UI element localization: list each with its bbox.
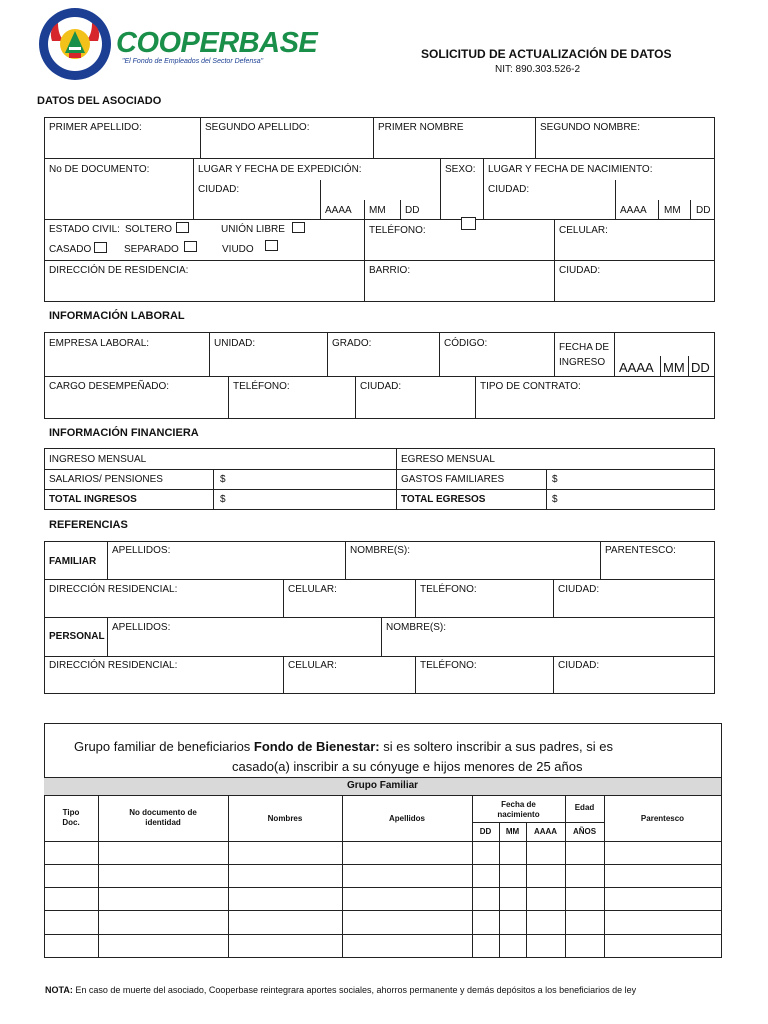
nota-text: En caso de muerte del asociado, Cooperbase reintegrara aportes sociales, ahorros permanente y demás depósitos a los beneficiarios de ley (72, 985, 637, 995)
label-egreso-mensual: EGRESO MENSUAL (401, 454, 495, 465)
label-soltero: SOLTERO (125, 224, 173, 235)
label-lugar-nacimiento: LUGAR Y FECHA DE NACIMIENTO: (488, 164, 653, 175)
logo (38, 7, 112, 81)
label-cargo: CARGO DESEMPEÑADO: (49, 381, 170, 392)
label-direccion-residencia: DIRECCIÓN DE RESIDENCIA: (49, 265, 189, 276)
checkbox-soltero[interactable] (176, 222, 189, 233)
label-telefono-familiar: TELÉFONO: (420, 584, 477, 595)
label-sexo: SEXO: (445, 164, 476, 175)
label-direccion-familiar: DIRECCIÓN RESIDENCIAL: (49, 584, 178, 595)
label-telefono: TELÉFONO: (369, 225, 426, 236)
label-telefono-laboral: TELÉFONO: (233, 381, 290, 392)
label-lugar-expedicion: LUGAR Y FECHA DE EXPEDICIÓN: (198, 164, 362, 175)
label-ciudad-expedicion: CIUDAD: (198, 184, 240, 195)
label-dd-ingreso: DD (691, 360, 710, 375)
label-primer-nombre: PRIMER NOMBRE (378, 122, 464, 133)
col-nombres: Nombres (267, 814, 303, 823)
label-viudo: VIUDO (222, 244, 254, 255)
label-celular: CELULAR: (559, 225, 608, 236)
label-total-egresos: TOTAL EGRESOS (401, 494, 486, 505)
label-ciudad-familiar: CIUDAD: (558, 584, 600, 595)
label-mm-nac: MM (664, 205, 681, 216)
label-gastos-familiares: GASTOS FAMILIARES (401, 474, 505, 485)
label-celular-personal: CELULAR: (288, 660, 337, 671)
label-ingreso-mensual: INGRESO MENSUAL (49, 454, 147, 465)
label-segundo-nombre: SEGUNDO NOMBRE: (540, 122, 641, 133)
label-apellidos-personal: APELLIDOS: (112, 622, 171, 633)
label-fecha-ingreso-2: INGRESO (559, 357, 606, 368)
checkbox-casado[interactable] (94, 242, 107, 253)
label-primer-apellido: PRIMER APELLIDO: (49, 122, 142, 133)
section-informacion-financiera: INFORMACIÓN FINANCIERA (49, 427, 199, 439)
label-direccion-personal: DIRECCIÓN RESIDENCIAL: (49, 660, 178, 671)
checkbox-union-libre[interactable] (292, 222, 305, 233)
label-parentesco-familiar: PARENTESCO: (605, 545, 676, 556)
label-total-ingresos: TOTAL INGRESOS (49, 494, 137, 505)
beneficiarios-intro-line2: casado(a) inscribir a su cónyuge e hijos menores de 25 años (232, 759, 583, 774)
label-ciudad-residencia: CIUDAD: (559, 265, 601, 276)
checkbox-viudo[interactable] (265, 240, 278, 251)
label-ciudad-nacimiento: CIUDAD: (488, 184, 530, 195)
intro-part1: Grupo familiar de beneficiarios (74, 739, 254, 754)
beneficiarios-intro-line1 (74, 739, 613, 754)
label-celular-familiar: CELULAR: (288, 584, 337, 595)
nit: NIT: 890.303.526-2 (495, 64, 581, 75)
label-barrio: BARRIO: (369, 265, 411, 276)
label-familiar: FAMILIAR (49, 556, 97, 567)
cooperbase-seal-icon (38, 7, 112, 81)
col-parentesco: Parentesco (640, 814, 685, 823)
checkbox-sexo[interactable] (461, 217, 476, 230)
currency-gastos: $ (552, 474, 558, 485)
label-empresa-laboral: EMPRESA LABORAL: (49, 338, 150, 349)
label-aaaa-nac: AAAA (620, 205, 647, 216)
col-anos: AÑOS (572, 827, 597, 836)
label-mm-exp: MM (369, 205, 386, 216)
label-aaaa-exp: AAAA (325, 205, 352, 216)
col-dd: DD (479, 827, 492, 836)
label-union-libre: UNIÓN LIBRE (221, 224, 285, 235)
grupo-familiar-title: Grupo Familiar (346, 780, 419, 791)
label-dd-exp: DD (405, 205, 420, 216)
currency-total-egresos: $ (552, 494, 558, 505)
brand-name: COOPERBASE (116, 27, 318, 59)
brand-tagline: "El Fondo de Empleados del Sector Defensa" (122, 58, 264, 65)
label-aaaa-ingreso: AAAA (619, 360, 654, 375)
intro-part3: si es soltero inscribir a sus padres, si es (379, 739, 613, 754)
section-referencias: REFERENCIAS (49, 519, 128, 531)
col-no-documento: No documento de identidad (129, 808, 197, 827)
section-datos-asociado: DATOS DEL ASOCIADO (37, 95, 162, 107)
nota-footer (45, 985, 636, 995)
label-segundo-apellido: SEGUNDO APELLIDO: (205, 122, 310, 133)
col-aaaa: AAAA (533, 827, 558, 836)
label-salarios: SALARIOS/ PENSIONES (49, 474, 163, 485)
label-tipo-contrato: TIPO DE CONTRATO: (480, 381, 581, 392)
col-edad: Edad (574, 803, 595, 812)
label-ciudad-laboral: CIUDAD: (360, 381, 402, 392)
form-title: SOLICITUD DE ACTUALIZACIÓN DE DATOS (421, 47, 672, 61)
label-personal: PERSONAL (49, 631, 105, 642)
label-fecha-ingreso-1: FECHA DE (559, 342, 610, 353)
label-mm-ingreso: MM (663, 360, 685, 375)
label-codigo: CÓDIGO: (444, 338, 488, 349)
label-ciudad-personal: CIUDAD: (558, 660, 600, 671)
col-fecha-nacimiento: Fecha de nacimiento (497, 800, 540, 819)
label-nombres-personal: NOMBRE(S): (386, 622, 446, 633)
checkbox-separado[interactable] (184, 241, 197, 252)
label-unidad: UNIDAD: (214, 338, 256, 349)
nota-label: NOTA: (45, 985, 73, 995)
section-informacion-laboral: INFORMACIÓN LABORAL (49, 310, 185, 322)
label-apellidos-familiar: APELLIDOS: (112, 545, 171, 556)
label-separado: SEPARADO (124, 244, 179, 255)
col-apellidos: Apellidos (388, 814, 425, 823)
col-tipo-doc: Tipo Doc. (62, 808, 80, 827)
label-casado: CASADO (49, 244, 92, 255)
label-grado: GRADO: (332, 338, 372, 349)
currency-salarios: $ (220, 474, 226, 485)
label-no-documento: No DE DOCUMENTO: (49, 164, 150, 175)
label-nombres-familiar: NOMBRE(S): (350, 545, 410, 556)
label-estado-civil: ESTADO CIVIL: (49, 224, 120, 235)
currency-total-ingresos: $ (220, 494, 226, 505)
intro-fondo-bienestar: Fondo de Bienestar: (253, 739, 380, 754)
label-dd-nac: DD (696, 205, 711, 216)
label-telefono-personal: TELÉFONO: (420, 660, 477, 671)
col-mm: MM (505, 827, 520, 836)
